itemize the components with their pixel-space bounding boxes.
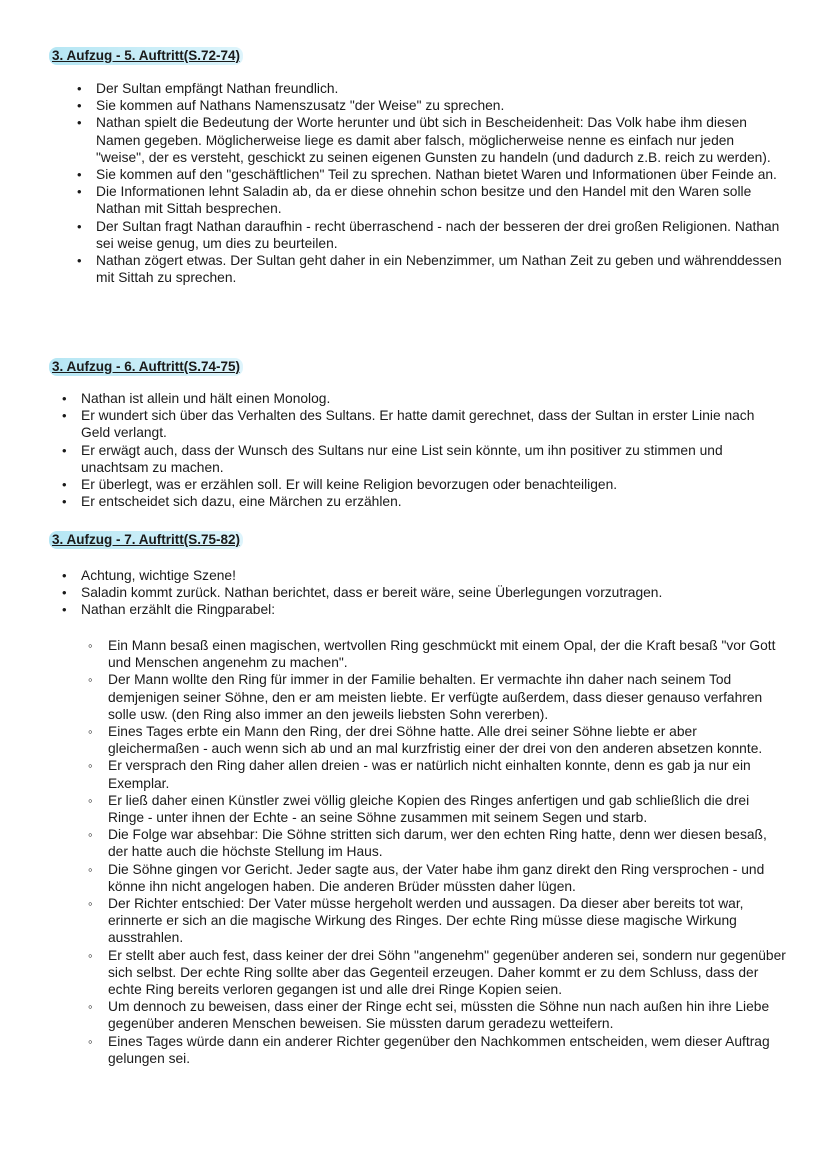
section-7-bullet-list [81,567,781,619]
list-item: • Der Sultan fragt Nathan daraufhin - recht überraschend - nach der besseren der drei großen Religionen. Nathan sei weise genug, um dies zu beurteilen. [96,218,786,252]
list-item: • Nathan erzählt die Ringparabel: [81,601,781,618]
section-heading-6-auftritt: 3. Aufzug - 6. Auftritt(S.74-75) [49,358,243,376]
list-item: • Er erwägt auch, dass der Wunsch des Sultans nur eine List sein könnte, um ihn positiver zu stimmen und unachtsam zu machen. [81,442,781,476]
list-item: • Die Informationen lehnt Saladin ab, da er diese ohnehin schon besitze und den Handel mit den Waren solle Nathan mit Sittah besprechen. [96,183,786,217]
sub-list-item: ◦ Eines Tages erbte ein Mann den Ring, der drei Söhne hatte. Alle drei seiner Söhne liebte er aber gleichermaßen - auch wenn sich ab und an mal kurzfristig einer der drei von den anderen absetzen konnte. [108,723,788,757]
section-heading-5-auftritt: 3. Aufzug - 5. Auftritt(S.72-74) [49,47,243,65]
sub-list-item: ◦ Er ließ daher einen Künstler zwei völlig gleiche Kopien des Ringes anfertigen und gab schließlich die drei Ringe - unter ihnen der Echte - an seine Söhne zusammen mit seinem Segen und starb. [108,792,788,826]
list-item: • Achtung, wichtige Szene! [81,567,781,584]
list-item: • Der Sultan empfängt Nathan freundlich. [96,80,786,97]
sub-list-item: ◦ Eines Tages würde dann ein anderer Richter gegenüber den Nachkommen entscheiden, wem dieser Auftrag gelungen sei. [108,1033,788,1067]
list-item: • Nathan ist allein und hält einen Monolog. [81,390,781,407]
ringparabel-sub-list [108,637,788,1067]
section-6-bullet-list [81,390,781,510]
sub-list-item: ◦ Die Folge war absehbar: Die Söhne stritten sich darum, wer den echten Ring hatte, denn wer diesen besaß, der hatte auch die höchste Stellung im Haus. [108,826,788,860]
list-item: • Er wundert sich über das Verhalten des Sultans. Er hatte damit gerechnet, dass der Sultan in erster Linie nach Geld verlangt. [81,407,781,441]
sub-list-item: ◦ Der Richter entschied: Der Vater müsse hergeholt werden und aussagen. Da dieser aber bereits tot war, erinnerte er sich an die magische Wirkung des Ringes. Der echte Ring müsse diese magische Wirkung ausstrahlen. [108,895,788,947]
list-item: • Er entscheidet sich dazu, eine Märchen zu erzählen. [81,493,781,510]
list-item: • Er überlegt, was er erzählen soll. Er will keine Religion bevorzugen oder benachteiligen. [81,476,781,493]
sub-list-item: ◦ Der Mann wollte den Ring für immer in der Familie behalten. Er vermachte ihn daher nach seinem Tod demjenigen seiner Söhne, den er am meisten liebte. Er verfügte außerdem, dass dieser genauso verfahren solle usw. (den Ring also immer an den jeweils liebsten Sohn vererben). [108,671,788,723]
list-item: • Nathan spielt die Bedeutung der Worte herunter und übt sich in Bescheidenheit: Das Volk habe ihm diesen Namen gegeben. Möglicherweise liege es damit aber falsch, möglicherweise nenne es einfach nur jeden "weise", der es versteht, geschickt zu seinen eigenen Gunsten zu handeln (und dadurch z.B. reich zu werden). [96,114,786,166]
sub-list-item: ◦ Er stellt aber auch fest, dass keiner der drei Söhn "angenehm" gegenüber anderen sei, sondern nur gegenüber sich selbst. Der echte Ring sollte aber das Gegenteil erzeugen. Daher kommt er zu dem Schluss, dass der echte Ring bereits verloren gegangen ist und alle drei Ringe Kopien seien. [108,947,788,999]
section-5-bullet-list [96,80,786,286]
list-item: • Nathan zögert etwas. Der Sultan geht daher in ein Nebenzimmer, um Nathan Zeit zu geben und währenddessen mit Sittah zu sprechen. [96,252,786,286]
sub-list-item: ◦ Er versprach den Ring daher allen dreien - was er natürlich nicht einhalten konnte, denn es gab ja nur ein Exemplar. [108,757,788,791]
sub-list-item: ◦ Ein Mann besaß einen magischen, wertvollen Ring geschmückt mit einem Opal, der die Kraft besaß "vor Gott und Menschen angenehm zu machen". [108,637,788,671]
sub-list-item: ◦ Die Söhne gingen vor Gericht. Jeder sagte aus, der Vater habe ihm ganz direkt den Ring versprochen - und könne ihn nicht angelogen haben. Die anderen Brüder müssten daher lügen. [108,861,788,895]
list-item: • Saladin kommt zurück. Nathan berichtet, dass er bereit wäre, seine Überlegungen vorzutragen. [81,584,781,601]
section-heading-7-auftritt: 3. Aufzug - 7. Auftritt(S.75-82) [49,531,243,549]
list-item: • Sie kommen auf den "geschäftlichen" Teil zu sprechen. Nathan bietet Waren und Informationen über Feinde an. [96,166,786,183]
sub-list-item: ◦ Um dennoch zu beweisen, dass einer der Ringe echt sei, müssten die Söhne nun nach außen hin ihre Liebe gegenüber anderen Menschen beweisen. Sie müssten darum geradezu wetteifern. [108,998,788,1032]
list-item: • Sie kommen auf Nathans Namenszusatz "der Weise" zu sprechen. [96,97,786,114]
